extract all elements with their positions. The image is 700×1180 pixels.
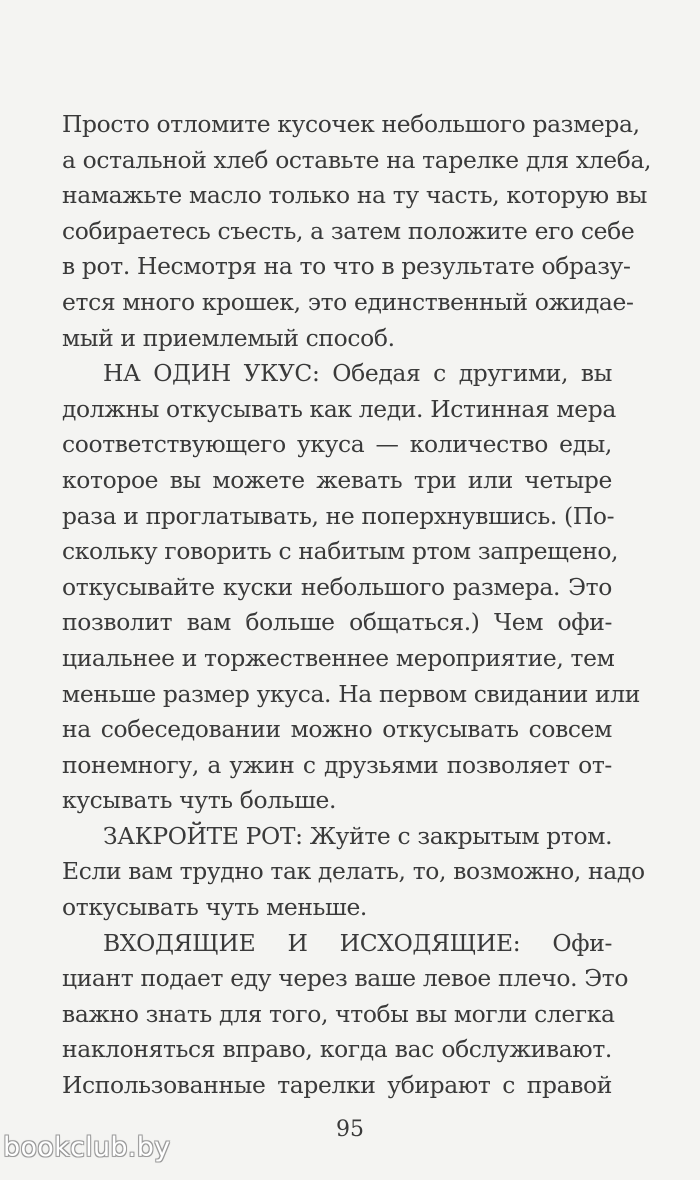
text-line: скольку говорить с набитым ртом запрещено, bbox=[62, 537, 619, 566]
text-line: собираетесь съесть, а затем положите его себе bbox=[62, 216, 635, 245]
text-line: важно знать для того, чтобы вы могли слегка bbox=[62, 999, 615, 1028]
text-line: которое вы можете жевать три или четыре bbox=[62, 465, 612, 494]
text-line: откусывать чуть меньше. bbox=[62, 893, 368, 922]
text-line: намажьте масло только на ту часть, которую вы bbox=[62, 181, 647, 210]
text-line: понемногу, а ужин с друзьями позволяет от- bbox=[62, 750, 612, 779]
text-line: мый и приемлемый способ. bbox=[62, 323, 395, 352]
text-line: Если вам трудно так делать, то, возможно, надо bbox=[62, 857, 645, 886]
section-heading-line: ЗАКРОЙТЕ РОТ: Жуйте с закрытым ртом. bbox=[103, 821, 613, 850]
text-line: наклоняться вправо, когда вас обслуживают. bbox=[62, 1035, 612, 1064]
page-number: 95 bbox=[336, 1117, 364, 1142]
text-line: а остальной хлеб оставьте на тарелке для хлеба, bbox=[62, 145, 652, 174]
text-line: на собеседовании можно откусывать совсем bbox=[62, 715, 612, 744]
text-line: ется много крошек, это единственный ожидае- bbox=[62, 287, 634, 316]
text-line: кусывать чуть больше. bbox=[62, 786, 337, 815]
watermark-logo: bookclub.by bbox=[3, 1132, 171, 1163]
text-line: циальнее и торжественнее мероприятие, тем bbox=[62, 643, 615, 672]
section-heading-line: ВХОДЯЩИЕ И ИСХОДЯЩИЕ: Офи- bbox=[103, 928, 612, 957]
body-text bbox=[62, 107, 652, 1104]
section-heading-line: НА ОДИН УКУС: Обедая с другими, вы bbox=[103, 359, 612, 388]
text-line: откусывайте куски небольшого размера. Это bbox=[62, 572, 612, 601]
text-line: Просто отломите кусочек небольшого размера, bbox=[62, 110, 640, 138]
text-line: раза и проглатывать, не поперхнувшись. (По- bbox=[62, 501, 615, 530]
text-line: в рот. Несмотря на то что в результате образу- bbox=[62, 252, 631, 281]
text-line: Использованные тарелки убирают с правой bbox=[62, 1071, 612, 1100]
text-line: циант подает еду через ваше левое плечо. Это bbox=[62, 964, 629, 993]
text-line: должны откусывать как леди. Истинная мера bbox=[62, 394, 616, 423]
text-line: соответствующего укуса — количество еды, bbox=[62, 430, 612, 459]
text-line: позволит вам больше общаться.) Чем офи- bbox=[62, 608, 612, 637]
text-line: меньше размер укуса. На первом свидании или bbox=[62, 679, 641, 708]
